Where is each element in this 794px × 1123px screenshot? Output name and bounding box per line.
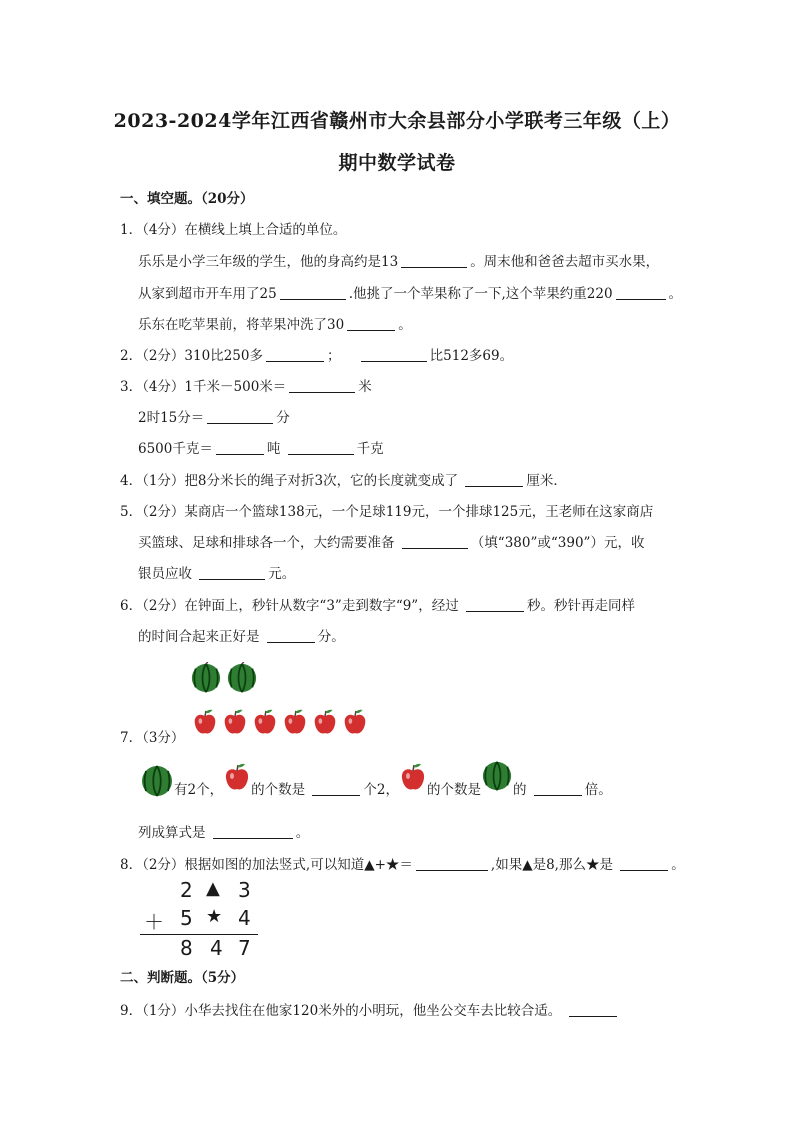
q3-text: 6500千克＝ — [138, 441, 213, 457]
question-7-label: 7．（3分） — [120, 730, 185, 746]
exam-title-line2: 期中数学试卷 — [338, 152, 456, 174]
digit: 2 — [180, 878, 193, 902]
question-5-line3 — [138, 562, 295, 582]
plus-sign: ＋ — [144, 910, 164, 934]
watermelon-row — [190, 662, 258, 694]
q7-text: 倍。 — [584, 782, 612, 798]
digit: 3 — [238, 878, 251, 902]
answer-blank[interactable] — [361, 347, 427, 362]
answer-blank[interactable] — [466, 597, 524, 612]
question-1-stem: 1．（4分）在横线上填上合适的单位。 — [120, 222, 347, 238]
q7-text: 的个数是 — [251, 782, 306, 798]
question-7-sentence — [140, 762, 612, 802]
question-1-line3 — [138, 313, 412, 333]
question-6-line1 — [120, 594, 635, 614]
answer-blank[interactable] — [569, 1002, 617, 1017]
answer-blank[interactable] — [616, 285, 666, 300]
answer-blank[interactable] — [213, 824, 293, 839]
q2-text: ； — [326, 348, 341, 364]
q3-text: 3．（4分）1千米－500米＝ — [120, 379, 287, 395]
answer-blank[interactable] — [199, 565, 265, 580]
section-heading-fill-blank: 一、填空题。（20分） — [120, 191, 254, 207]
answer-blank[interactable] — [465, 472, 523, 487]
digit: 5 — [180, 906, 193, 930]
q1-text: .他挑了一个苹果称了一下,这个苹果约重220 — [348, 286, 613, 302]
vertical-addition — [140, 876, 260, 958]
q3-text: 米 — [358, 379, 372, 395]
question-3-line3 — [138, 437, 384, 457]
apple-icon — [282, 708, 308, 736]
watermelon-icon — [140, 764, 174, 798]
q1-text: 从家到超市开车用了25 — [138, 286, 277, 302]
apple-icon — [399, 762, 427, 792]
question-9 — [120, 999, 620, 1019]
answer-blank[interactable] — [207, 409, 273, 424]
q7-text: 个2， — [363, 782, 399, 798]
answer-blank[interactable] — [266, 347, 324, 362]
question-1-line2 — [138, 282, 682, 302]
q3-text: 分 — [276, 410, 290, 426]
q5-text: 元。 — [268, 566, 296, 582]
apple-icon — [252, 708, 278, 736]
sum-line — [140, 934, 258, 935]
q3-text: 千克 — [356, 441, 384, 457]
q8-text: 8．（2分）根据如图的加法竖式,可以知道▲+★＝ — [120, 857, 413, 873]
answer-blank[interactable] — [620, 856, 668, 871]
q4-text: 4．（1分）把8分米长的绳子对折3次，它的长度就变成了 — [120, 473, 459, 489]
q9-text: 9．（1分）小华去找住在他家120米外的小明玩，他坐公交车去比较合适。 — [120, 1003, 562, 1019]
q5-text: 银员应收 — [138, 566, 192, 582]
q5-text: （填“380”或“390”）元，收 — [470, 535, 645, 551]
q1-text: 。 — [668, 286, 683, 302]
digit: 4 — [210, 936, 223, 960]
q6-text: 6．（2分）在钟面上，秒针从数字“3”走到数字“9”，经过 — [120, 598, 459, 614]
answer-blank[interactable] — [402, 534, 468, 549]
q1-text: 。周末他和爸爸去超市买水果， — [470, 254, 660, 270]
q1-text: 乐东在吃苹果前，将苹果冲洗了30 — [138, 317, 345, 333]
apple-icon — [192, 708, 218, 736]
q1-text: 。 — [398, 317, 412, 333]
q3-text: 吨 — [266, 441, 281, 457]
answer-blank[interactable] — [416, 856, 488, 871]
q7-text: 。 — [295, 825, 310, 841]
question-2 — [120, 344, 513, 364]
watermelon-icon — [481, 760, 513, 792]
q3-text: 2时15分＝ — [138, 410, 205, 426]
q2-text: 比512多69。 — [429, 348, 514, 364]
watermelon-icon — [226, 662, 258, 694]
q7-text: 的 — [512, 782, 527, 798]
q8-text: ,如果▲是8,那么★是 — [490, 857, 613, 873]
question-4 — [120, 469, 567, 489]
q8-text: 。 — [671, 857, 685, 873]
q5-text: 买篮球、足球和排球各一个，大约需要准备 — [138, 535, 395, 551]
q7-text: 的个数是 — [426, 782, 481, 798]
digit: 4 — [238, 906, 251, 930]
apple-icon — [342, 708, 368, 736]
apple-row — [192, 708, 368, 736]
answer-blank[interactable] — [288, 440, 354, 455]
q6-text: 的时间合起来正好是 — [138, 629, 260, 645]
answer-blank[interactable] — [401, 253, 467, 268]
q2-text: 2．（2分）310比250多 — [120, 348, 263, 364]
q4-text: 厘米． — [526, 473, 567, 489]
digit: 8 — [180, 936, 193, 960]
section-heading-judgement: 二、判断题。（5分） — [120, 970, 245, 986]
apple-icon — [223, 762, 251, 792]
q6-text: 秒。秒针再走同样 — [527, 598, 636, 614]
exam-title-line1: 2023-2024学年江西省赣州市大余县部分小学联考三年级（上） — [113, 110, 681, 132]
star-symbol: ★ — [206, 906, 223, 927]
question-7-formula — [138, 821, 309, 841]
answer-blank[interactable] — [347, 316, 395, 331]
answer-blank[interactable] — [289, 378, 355, 393]
q6-text: 分。 — [317, 629, 345, 645]
triangle-symbol: ▲ — [206, 878, 220, 899]
question-5-line1: 5．（2分）某商店一个篮球138元，一个足球119元，一个排球125元，王老师在这家商店 — [120, 504, 654, 520]
question-5-line2 — [138, 531, 644, 551]
question-6-line2 — [138, 625, 345, 645]
q7-text: 列成算式是 — [138, 825, 206, 841]
q1-text: 乐乐是小学三年级的学生，他的身高约是13 — [138, 254, 399, 270]
answer-blank[interactable] — [280, 285, 346, 300]
answer-blank[interactable] — [216, 440, 264, 455]
answer-blank[interactable] — [534, 781, 582, 796]
apple-icon — [312, 708, 338, 736]
answer-blank[interactable] — [312, 781, 360, 796]
question-8 — [120, 853, 685, 873]
watermelon-icon — [190, 662, 222, 694]
question-1-line1 — [138, 250, 659, 270]
question-3-line2 — [138, 406, 290, 426]
apple-icon — [222, 708, 248, 736]
answer-blank[interactable] — [267, 628, 315, 643]
q7-text: 有2个， — [174, 782, 224, 798]
digit: 7 — [238, 936, 251, 960]
question-3-line1 — [120, 375, 372, 395]
